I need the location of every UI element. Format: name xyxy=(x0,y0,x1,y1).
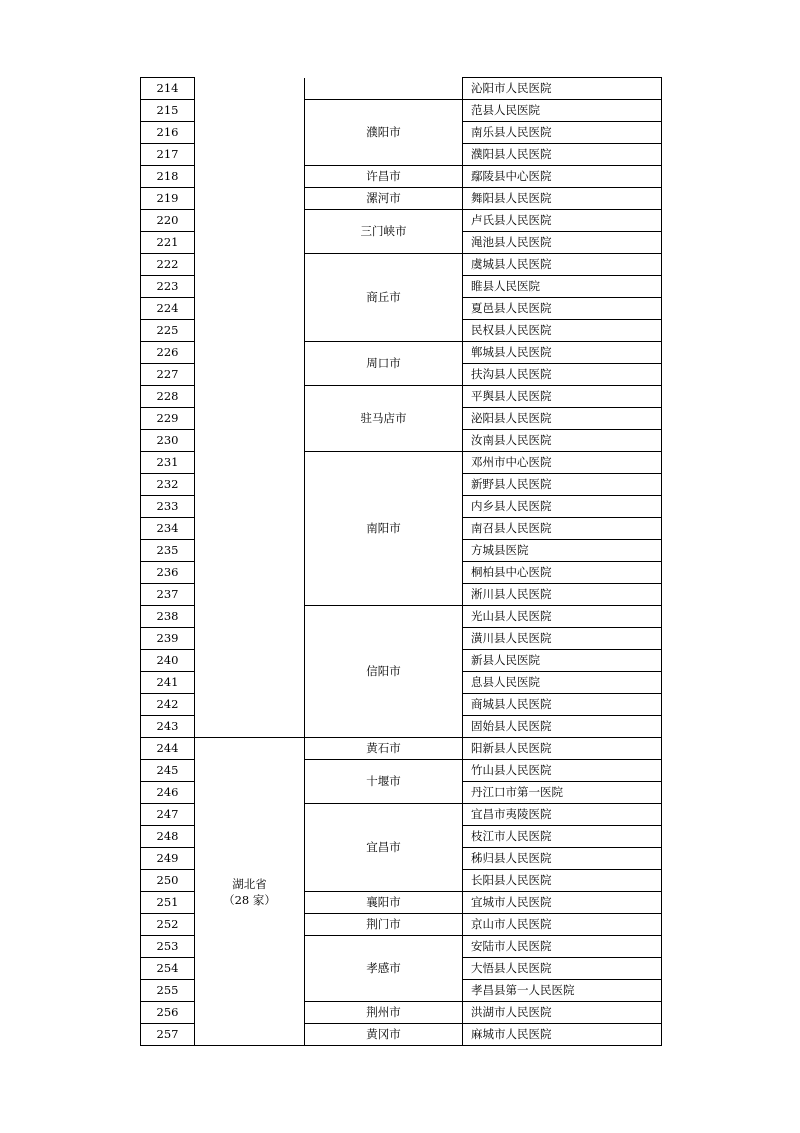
hospital-name: 夏邑县人民医院 xyxy=(463,298,662,320)
row-number: 243 xyxy=(141,716,195,738)
province-cell xyxy=(195,78,305,738)
hospital-name: 桐柏县中心医院 xyxy=(463,562,662,584)
row-number: 256 xyxy=(141,1002,195,1024)
row-number: 253 xyxy=(141,936,195,958)
hospital-name: 新县人民医院 xyxy=(463,650,662,672)
province-label-line: 湖北省 xyxy=(232,876,267,891)
city-cell: 商丘市 xyxy=(305,254,463,342)
hospital-name: 鄢陵县中心医院 xyxy=(463,166,662,188)
row-number: 251 xyxy=(141,892,195,914)
table-row xyxy=(141,78,662,100)
row-number: 234 xyxy=(141,518,195,540)
hospital-name: 洪湖市人民医院 xyxy=(463,1002,662,1024)
city-cell: 许昌市 xyxy=(305,166,463,188)
row-number: 220 xyxy=(141,210,195,232)
row-number: 245 xyxy=(141,760,195,782)
row-number: 250 xyxy=(141,870,195,892)
row-number: 229 xyxy=(141,408,195,430)
hospital-name: 枝江市人民医院 xyxy=(463,826,662,848)
hospital-name: 泌阳县人民医院 xyxy=(463,408,662,430)
row-number: 254 xyxy=(141,958,195,980)
row-number: 240 xyxy=(141,650,195,672)
hospital-name: 宜城市人民医院 xyxy=(463,892,662,914)
city-cell: 漯河市 xyxy=(305,188,463,210)
row-number: 214 xyxy=(141,78,195,100)
hospital-name: 舞阳县人民医院 xyxy=(463,188,662,210)
row-number: 246 xyxy=(141,782,195,804)
hospital-name: 丹江口市第一医院 xyxy=(463,782,662,804)
row-number: 252 xyxy=(141,914,195,936)
row-number: 236 xyxy=(141,562,195,584)
city-cell: 黄冈市 xyxy=(305,1024,463,1046)
hospital-name: 阳新县人民医院 xyxy=(463,738,662,760)
row-number: 224 xyxy=(141,298,195,320)
hospital-name: 睢县人民医院 xyxy=(463,276,662,298)
hospital-name: 卢氏县人民医院 xyxy=(463,210,662,232)
hospital-name: 民权县人民医院 xyxy=(463,320,662,342)
city-cell: 荆门市 xyxy=(305,914,463,936)
row-number: 233 xyxy=(141,496,195,518)
hospital-name: 光山县人民医院 xyxy=(463,606,662,628)
table-row xyxy=(141,738,662,760)
hospital-name: 郸城县人民医院 xyxy=(463,342,662,364)
table-body xyxy=(141,78,662,1046)
row-number: 218 xyxy=(141,166,195,188)
hospital-name: 京山市人民医院 xyxy=(463,914,662,936)
hospital-name: 沁阳市人民医院 xyxy=(463,78,662,100)
row-number: 257 xyxy=(141,1024,195,1046)
row-number: 216 xyxy=(141,122,195,144)
row-number: 237 xyxy=(141,584,195,606)
hospital-name: 内乡县人民医院 xyxy=(463,496,662,518)
row-number: 215 xyxy=(141,100,195,122)
row-number: 222 xyxy=(141,254,195,276)
hospital-name: 邓州市中心医院 xyxy=(463,452,662,474)
row-number: 247 xyxy=(141,804,195,826)
city-cell: 驻马店市 xyxy=(305,386,463,452)
city-cell: 周口市 xyxy=(305,342,463,386)
row-number: 219 xyxy=(141,188,195,210)
city-cell: 襄阳市 xyxy=(305,892,463,914)
hospital-name: 息县人民医院 xyxy=(463,672,662,694)
city-cell: 信阳市 xyxy=(305,606,463,738)
row-number: 255 xyxy=(141,980,195,1002)
hospital-name: 秭归县人民医院 xyxy=(463,848,662,870)
hospital-name: 平舆县人民医院 xyxy=(463,386,662,408)
row-number: 239 xyxy=(141,628,195,650)
row-number: 235 xyxy=(141,540,195,562)
row-number: 217 xyxy=(141,144,195,166)
hospital-name: 长阳县人民医院 xyxy=(463,870,662,892)
hospital-name: 商城县人民医院 xyxy=(463,694,662,716)
row-number: 242 xyxy=(141,694,195,716)
city-cell xyxy=(305,78,463,100)
row-number: 226 xyxy=(141,342,195,364)
row-number: 249 xyxy=(141,848,195,870)
city-cell: 荆州市 xyxy=(305,1002,463,1024)
hospital-name: 濮阳县人民医院 xyxy=(463,144,662,166)
city-cell: 濮阳市 xyxy=(305,100,463,166)
row-number: 230 xyxy=(141,430,195,452)
hospital-name: 安陆市人民医院 xyxy=(463,936,662,958)
hospital-name: 宜昌市夷陵医院 xyxy=(463,804,662,826)
hospital-name: 南乐县人民医院 xyxy=(463,122,662,144)
row-number: 227 xyxy=(141,364,195,386)
hospital-name: 渑池县人民医院 xyxy=(463,232,662,254)
city-cell: 黄石市 xyxy=(305,738,463,760)
hospital-name: 麻城市人民医院 xyxy=(463,1024,662,1046)
row-number: 221 xyxy=(141,232,195,254)
row-number: 238 xyxy=(141,606,195,628)
hospital-name: 扶沟县人民医院 xyxy=(463,364,662,386)
row-number: 232 xyxy=(141,474,195,496)
row-number: 248 xyxy=(141,826,195,848)
hospital-list-table xyxy=(140,77,662,1046)
hospital-name: 方城县医院 xyxy=(463,540,662,562)
hospital-name: 潢川县人民医院 xyxy=(463,628,662,650)
row-number: 225 xyxy=(141,320,195,342)
hospital-name: 大悟县人民医院 xyxy=(463,958,662,980)
hospital-name: 竹山县人民医院 xyxy=(463,760,662,782)
row-number: 241 xyxy=(141,672,195,694)
row-number: 231 xyxy=(141,452,195,474)
province-cell xyxy=(195,738,305,1046)
row-number: 228 xyxy=(141,386,195,408)
city-cell: 宜昌市 xyxy=(305,804,463,892)
hospital-name: 固始县人民医院 xyxy=(463,716,662,738)
province-label-line: （28 家） xyxy=(223,892,276,907)
hospital-name: 孝昌县第一人民医院 xyxy=(463,980,662,1002)
hospital-name: 虞城县人民医院 xyxy=(463,254,662,276)
city-cell: 三门峡市 xyxy=(305,210,463,254)
hospital-name: 新野县人民医院 xyxy=(463,474,662,496)
hospital-name: 范县人民医院 xyxy=(463,100,662,122)
row-number: 244 xyxy=(141,738,195,760)
row-number: 223 xyxy=(141,276,195,298)
city-cell: 十堰市 xyxy=(305,760,463,804)
hospital-name: 淅川县人民医院 xyxy=(463,584,662,606)
hospital-name: 汝南县人民医院 xyxy=(463,430,662,452)
hospital-name: 南召县人民医院 xyxy=(463,518,662,540)
city-cell: 孝感市 xyxy=(305,936,463,1002)
city-cell: 南阳市 xyxy=(305,452,463,606)
